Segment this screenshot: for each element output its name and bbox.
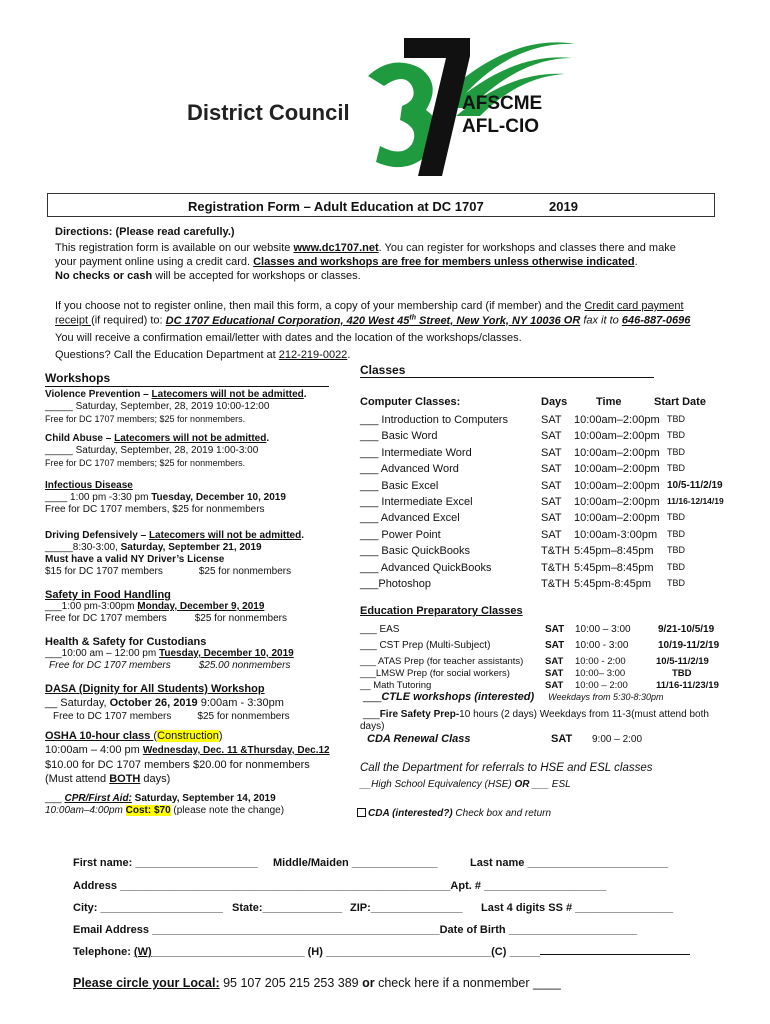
class-start-date: 11/16-12/14/19 [667,496,724,506]
directions-text: This registration form is available on our website [55,242,294,254]
workshop-date: _____ Saturday, September, 28, 2019 1:00-3:00 [45,445,259,456]
class-time: 10:00am–2:00pm [574,463,660,476]
class-start-date: TBD [672,668,692,679]
phone-link[interactable]: 212-219-0022 [278,349,348,361]
cost-note: (please note the change) [170,805,285,816]
workshop-date: Monday, December 9, 2019 [137,601,265,612]
receipt-note: Credit card payment [584,300,684,312]
cda-interest-row[interactable] [357,808,551,819]
cda-renewal-row [367,733,471,745]
title-year: 2019 [549,199,578,214]
nonmember-note[interactable]: check here if a nonmember ____ [374,976,561,990]
logo-aflcio: AFL-CIO [462,116,540,137]
cda-days: SAT [551,733,573,745]
col-time: Time [596,396,622,408]
workshop-fee: $25 for nonmembers [198,566,292,577]
esl-label: ___ ESL [529,779,571,790]
class-days: T&TH [541,545,570,558]
class-time: 5:45pm–8:45pm [574,545,654,558]
logo-org-text: District Council [187,100,350,125]
class-days: SAT [541,463,562,476]
class-start-date: 9/21-10/5/19 [658,624,715,635]
workshop-date: _____8:30-3:00, [45,542,121,553]
workshop-title: Health & Safety for Custodians [45,636,207,648]
or-text: OR [560,314,581,327]
classes-rule [360,377,654,378]
cda-time: 9:00 – 2:00 [592,734,643,745]
computer-class-name[interactable]: ___ Power Point [360,528,441,541]
ctle-row[interactable]: ___CTLE workshops (interested) Weekdays from 5:30-8:30pm [363,691,664,703]
latecomers-note: Latecomers will not be admitted [151,389,304,400]
col-start-date: Start Date [654,396,706,408]
construction-highlight: Construction [157,730,219,742]
workshop-time: 10:00am – 4:00 pm [45,744,143,756]
fire-safety-note: days) [360,721,385,732]
prep-class-name[interactable]: ___ CST Prep (Multi-Subject) [360,640,491,651]
class-days: SAT [545,640,565,651]
license-note: Must have a valid NY Driver’s License [45,554,225,565]
directions-text: Questions? Call the Education Department at [55,349,279,361]
workshop-fee: Free for DC 1707 members [49,660,171,671]
cda-interest-note: Check box and return [452,808,552,819]
workshop-date: ___1:00 pm-3:00pm [45,601,138,612]
directions-heading: Directions: (Please read carefully.) [55,226,235,238]
class-start-date: TBD [667,528,685,539]
workshop-osha[interactable]: OSHA 10-hour class (Construction) 10:00am – 4:00 pm Wednesday, Dec. 11 &Thursday, Dec.12 $10.00 for DC 1707 members $20.00 for nonmembers (Must attend BOTH days) [45,730,330,785]
class-start-date: TBD [667,545,685,556]
telephone-label: Telephone: [73,946,134,958]
directions-text: fax it to [580,314,622,327]
workshop-fee: $25 for nonmembers [197,711,290,722]
directions-text: . [634,256,638,268]
directions-text: . You can register for workshops and classes there and make [378,242,676,254]
workshop-date: Tuesday, December 10, 2019 [151,492,286,503]
class-start-date: 10/5-11/2/19 [656,656,709,667]
computer-class-name[interactable]: ___ Basic QuickBooks [360,545,471,558]
class-days: SAT [541,430,562,443]
workshop-time: 10:00am–4:00pm [45,805,126,816]
workshop-time: 9:00am - 3:30pm [197,697,284,709]
computer-class-name[interactable]: ___ Basic Word [360,430,438,443]
class-start-date: TBD [667,463,685,474]
class-start-date: TBD [667,414,685,424]
free-note: Classes and workshops are free for members unless otherwise indicated [253,256,635,268]
class-days: SAT [541,512,562,525]
class-start-date: TBD [667,578,685,588]
workshop-date: _____ Saturday, September, 28, 2019 10:00-12:00 [45,401,270,412]
workshop-fee: Free for DC 1707 members; $25 for nonmembers. [45,414,246,424]
computer-class-name[interactable]: ___Photoshop [360,578,431,590]
fire-safety-label: Fire Safety Prep- [379,709,460,720]
class-days: SAT [541,528,562,541]
workshops-rule [45,386,329,387]
class-days: SAT [541,414,562,426]
telephone-lines: _________________________ (H) ___________________________(C) _____ [151,946,541,958]
workshop-fee: Free for DC 1707 members, $25 for nonmembers [45,504,265,515]
directions-line-7 [55,349,350,361]
local-label: Please circle your Local: [73,976,220,990]
class-time: 10:00am-3:00pm [574,528,658,541]
workshop-fee: $25.00 nonmembers [198,660,291,671]
must-attend-note: days) [140,773,171,785]
computer-class-name[interactable]: ___ Advanced QuickBooks [360,561,492,574]
col-days: Days [541,396,568,408]
last-name-field[interactable]: Last name _______________________ [470,857,669,869]
hse-esl-row[interactable] [360,779,571,790]
telephone-field[interactable] [73,946,690,958]
class-time: 5:45pm-8:45pm [574,578,652,590]
computer-class-name[interactable]: ___ Basic Excel [360,479,439,492]
workshop-fee: $25 for nonmembers [194,613,287,624]
class-time: 10:00 - 3:00 [575,640,629,651]
workshop-date: Wednesday, Dec. 11 &Thursday, Dec.12 [142,745,330,756]
cda-interest-label: CDA (interested?) [368,808,453,819]
computer-classes-heading: Computer Classes: [360,396,461,408]
class-time: 10:00 – 2:00 [575,680,628,691]
ss-field[interactable]: Last 4 digits SS # ________________ [481,902,674,914]
mailing-address: DC 1707 Educational Corporation, 420 West 45th Street, New York, NY 10036 [165,314,561,327]
or-text: OR [514,779,530,790]
computer-class-name[interactable]: ___ Advanced Excel [360,512,460,525]
city-field[interactable]: City: ____________________ [73,902,223,914]
workshop-title: CPR/First Aid: [64,793,132,804]
workshop-date: October 26, 2019 [109,697,198,709]
middle-name-field[interactable]: Middle/Maiden ______________ [273,857,438,869]
class-days: SAT [541,479,562,492]
workshop-fee: Free for DC 1707 members [45,613,167,624]
workshop-cpr[interactable]: ___ CPR/First Aid: Saturday, September 14, 2019 10:00am–4:00pm Cost: $70 (please note the change) [45,793,285,816]
class-days: SAT [541,496,562,508]
workshop-title: Safety in Food Handling [45,589,171,601]
or-text: or [362,976,375,990]
directions-text: (if required) to: [91,314,166,327]
class-time: 5:45pm–8:45pm [574,561,654,574]
directions-line-2 [55,256,638,268]
workshop-title: Child Abuse – [45,433,115,444]
class-time: 10:00am–2:00pm [574,496,660,508]
logo [180,28,580,178]
workshop-date: ____ 1:00 pm -3:30 pm [45,492,152,503]
workshop-date: ___10:00 am – 12:00 pm [45,648,159,659]
state-field[interactable]: State:_____________ [232,902,343,914]
workshops-heading: Workshops [45,371,111,385]
latecomers-note: Latecomers will not be admitted [148,530,302,541]
no-cash-note: No checks or cash [55,270,153,282]
directions-line-3 [55,270,361,282]
directions-text: If you choose not to register online, then mail this form, a copy of your membership card (if member) and the [55,300,585,312]
class-days: SAT [545,624,565,635]
computer-class-name[interactable]: ___ Intermediate Excel [360,496,473,508]
page-title: Registration Form – Adult Education at DC 1707 [188,199,484,214]
class-days: SAT [545,680,564,691]
prep-heading: Education Preparatory Classes [360,605,523,617]
class-time: 10:00am–2:00pm [574,446,660,459]
class-days: T&TH [541,561,570,574]
directions-text: your payment online using a credit card. [55,256,254,268]
workshop-child-abuse[interactable]: Child Abuse – Latecomers will not be admitted. _____ Saturday, September, 28, 2019 1:00-3:00 Free for DC 1707 members; $25 for nonmembers. [45,433,270,468]
computer-class-name[interactable]: ___ Intermediate Word [360,446,472,459]
computer-class-name[interactable]: ___ Introduction to Computers [360,414,508,426]
workshop-dasa[interactable] [45,682,290,724]
class-start-date: TBD [667,446,685,457]
call-note: Call the Department for referrals to HSE and ESL classes [360,762,653,774]
receipt-note: receipt [55,314,92,327]
class-start-date: TBD [667,561,685,572]
workshop-date: Saturday, September 14, 2019 [131,793,276,804]
class-time: 10:00 - 2:00 [575,656,626,667]
cost-highlight: Cost: $70 [125,805,171,816]
workshop-date: Tuesday, December 10, 2019 [158,648,294,659]
telephone-work: (W) [133,946,152,958]
directions-line-6: You will receive a confirmation email/letter with dates and the location of the workshops/classes. [55,332,522,344]
workshop-custodians[interactable] [45,636,294,672]
logo-afscme: AFSCME [462,93,543,114]
prep-class-name[interactable]: __ Math Tutoring [360,680,432,691]
must-attend-note: (Must attend [45,773,110,785]
directions-text: . [347,349,351,361]
directions-line-1 [55,242,676,254]
latecomers-note: Latecomers will not be admitted [114,433,267,444]
hse-label: __High School Equivalency (HSE) [360,779,515,790]
class-start-date: TBD [667,430,685,441]
fax-number: 646-887-0696 [621,314,691,327]
workshop-title: Driving Defensively – [45,530,149,541]
class-time: 10:00am–2:00pm [574,430,660,443]
workshop-infectious[interactable] [45,480,286,516]
fire-safety-row[interactable]: ___Fire Safety Prep-10 hours (2 days) Weekdays from 11-3(must attend both days) [360,709,709,732]
prep-class-name[interactable]: ___ ATAS Prep (for teacher assistants) [360,656,524,667]
fire-safety-note: 10 hours (2 days) Weekdays from 11-3(must attend both [459,709,709,720]
workshop-date: Saturday, September 21, 2019 [120,542,262,553]
directions-line-5 [55,314,690,327]
class-time: 10:00 – 3:00 [575,624,631,635]
ctle-note: Weekdays from 5:30-8:30pm [548,692,664,702]
address-field[interactable]: Address ______________________________________________________Apt. # ____________________ [73,880,607,892]
workshop-fee: $15 for DC 1707 members [45,566,163,577]
class-time: 10:00– 3:00 [575,668,626,679]
workshop-fee: $10.00 for DC 1707 members $20.00 for nonmembers [45,759,310,771]
workshop-food[interactable] [45,589,287,625]
both-note: BOTH [109,773,141,785]
directions-text: will be accepted for workshops or classes. [152,270,361,282]
workshop-title: Infectious Disease [45,480,133,491]
workshop-fee: Free to DC 1707 members [53,711,172,722]
email-dob-field[interactable]: Email Address _______________________________________________Date of Birth _____________________ [73,924,638,936]
workshop-driving[interactable]: Driving Defensively – Latecomers will not be admitted. _____8:30-3:00, Saturday, September 21, 2019 Must have a valid NY Driver’s License $15 for DC 1707 members $25 for nonmembers [45,530,304,577]
website-link[interactable]: www.dc1707.net [293,242,379,254]
class-days: SAT [545,668,564,679]
class-time: 10:00am–2:00pm [574,414,660,426]
class-days: T&TH [541,578,570,590]
class-start-date: 10/19-11/2/19 [658,640,720,651]
workshop-title: Violence Prevention – [45,389,152,400]
classes-heading: Classes [360,363,406,377]
class-start-date: 11/16-11/23/19 [656,680,719,691]
zip-field[interactable]: ZIP:_______________ [350,902,463,914]
workshop-fee: Free for DC 1707 members; $25 for nonmembers. [45,458,246,468]
cda-checkbox[interactable] [357,808,366,817]
cda-label: CDA Renewal Class [367,733,471,745]
workshop-violence[interactable]: Violence Prevention – Latecomers will not be admitted. _____ Saturday, September, 28, 2019 10:00-12:00 Free for DC 1707 members; $25 for nonmembers. [45,389,307,424]
local-values[interactable]: 95 107 205 215 253 389 [219,976,363,990]
class-time: 10:00am–2:00pm [574,479,660,492]
workshop-title: DASA (Dignity for All Students) Workshop [45,683,265,695]
local-row[interactable] [73,976,561,990]
ctle-label: CTLE workshops (interested) [381,691,535,703]
workshop-date: __ Saturday, [45,697,110,709]
class-start-date: 10/5-11/2/19 [667,479,723,491]
workshop-title: OSHA 10-hour class [45,730,154,742]
class-start-date: TBD [667,512,685,523]
first-name-field[interactable]: First name: ____________________ [73,857,258,869]
computer-class-name[interactable]: ___ Advanced Word [360,463,459,476]
class-days: SAT [545,656,564,667]
class-days: SAT [541,446,562,459]
directions-line-4 [55,300,684,312]
prep-class-name[interactable]: ___ EAS [360,624,400,635]
prep-class-name[interactable]: ___LMSW Prep (for social workers) [360,668,510,679]
class-time: 10:00am–2:00pm [574,512,660,525]
